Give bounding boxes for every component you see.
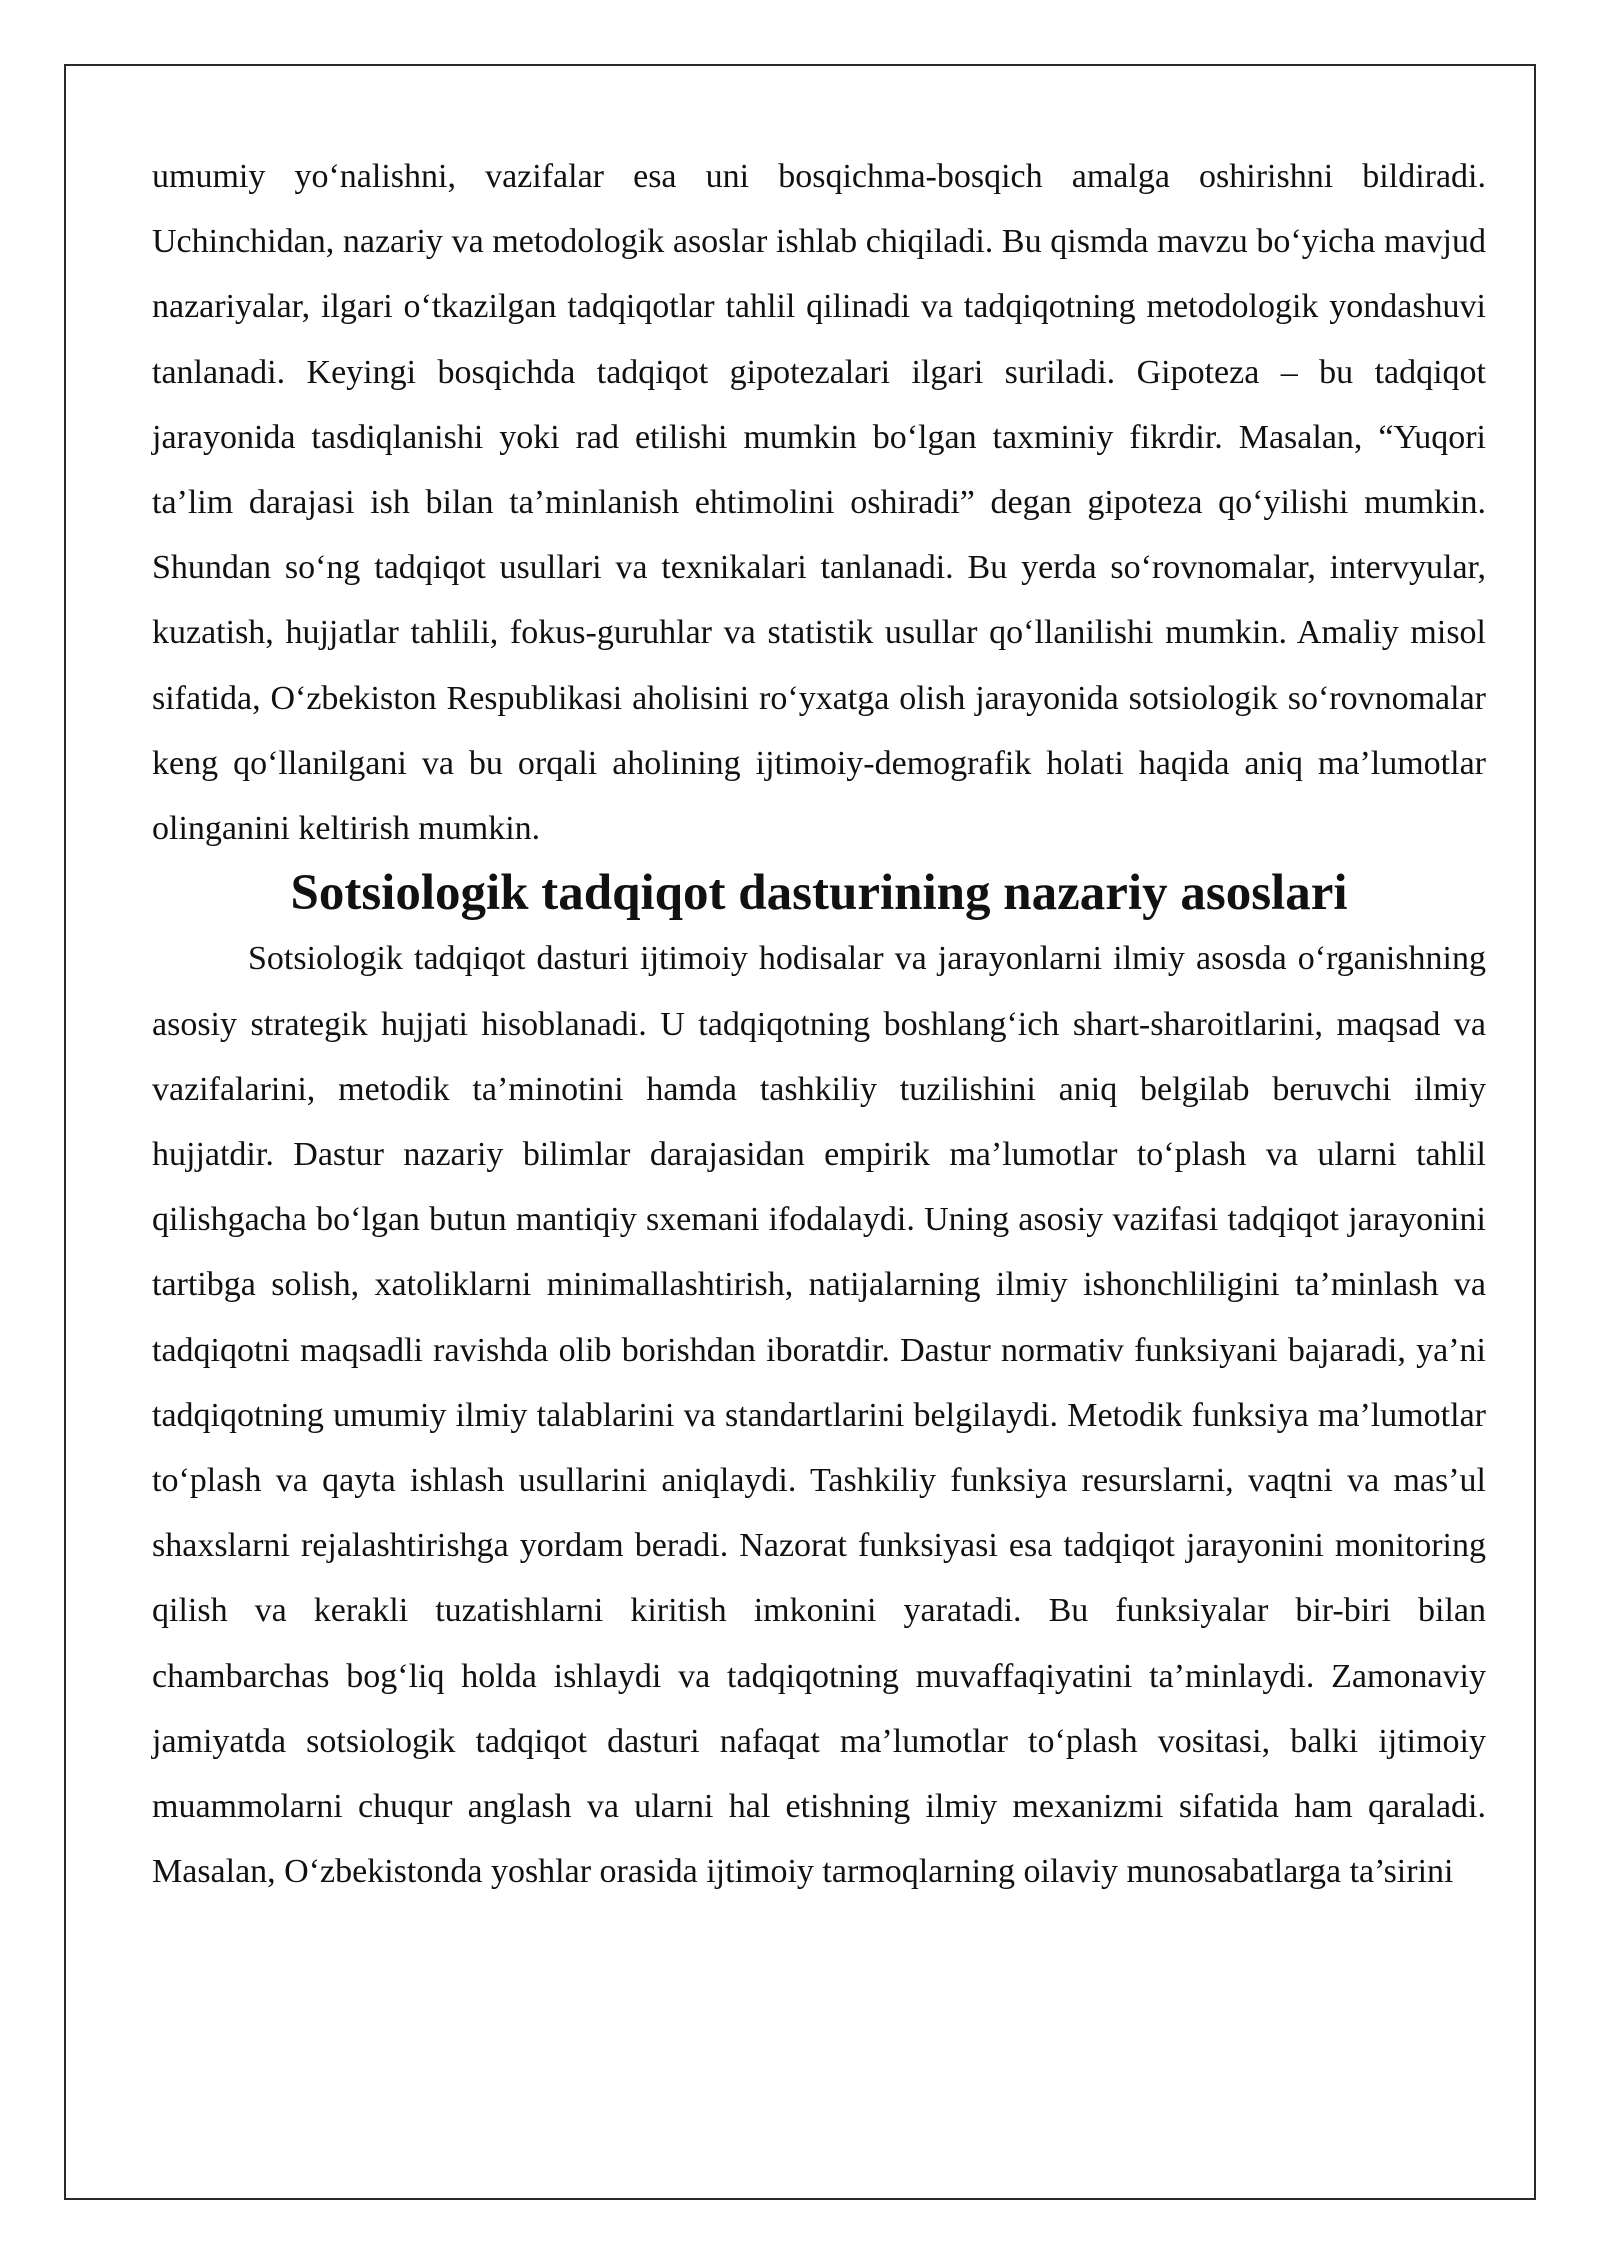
body-paragraph-1: umumiy yo‘nalishni, vazifalar esa uni bosqichma-bosqich amalga oshirishni bildiradi. Uchinchidan, nazariy va metodologik asoslar ishlab chiqiladi. Bu qismda mavzu bo‘yicha mavjud nazariyalar, ilgari o‘tkazilgan tadqiqotlar tahlil qilinadi va tadqiqotning metodologik yondashuvi tanlanadi. Keyingi bosqichda tadqiqot gipotezalari ilgari suriladi. Gipoteza – bu tadqiqot jarayonida tasdiqlanishi yoki rad etilishi mumkin bo‘lgan taxminiy fikrdir. Masalan, “Yuqori ta’lim darajasi ish bilan ta’minlanish ehtimolini oshiradi” degan gipoteza qo‘yilishi mumkin. Shundan so‘ng tadqiqot usullari va texnikalari tanlanadi. Bu yerda so‘rovnomalar, intervyular, kuzatish, hujjatlar tahlili, fokus-guruhlar va statistik usullar qo‘llanilishi mumkin. Amaliy misol sifatida, O‘zbekiston Respublikasi aholisini ro‘yxatga olish jarayonida sotsiologik so‘rovnomalar keng qo‘llanilgani va bu orqali aholining ijtimoiy-demografik holati haqida aniq ma’lumotlar olinganini keltirish mumkin. bbox=[152, 158, 1486, 848]
body-paragraph-2: Sotsiologik tadqiqot dasturi ijtimoiy hodisalar va jarayonlarni ilmiy asosda o‘rganishning asosiy strategik hujjati hisoblanadi. U tadqiqotning boshlang‘ich shart-sharoitlarini, maqsad va vazifalarini, metodik ta’minotini hamda tashkiliy tuzilishini aniq belgilab beruvchi ilmiy hujjatdir. Dastur nazariy bilimlar darajasidan empirik ma’lumotlar to‘plash va ularni tahlil qilishgacha bo‘lgan butun mantiqiy sxemani ifodalaydi. Uning asosiy vazifasi tadqiqot jarayonini tartibga solish, xatoliklarni minimallashtirish, natijalarning ilmiy ishonchliligini ta’minlash va tadqiqotni maqsadli ravishda olib borishdan iboratdir. Dastur normativ funksiyani bajaradi, ya’ni tadqiqotning umumiy ilmiy talablarini va standartlarini belgilaydi. Metodik funksiya ma’lumotlar to‘plash va qayta ishlash usullarini aniqlaydi. Tashkiliy funksiya resurslarni, vaqtni va mas’ul shaxslarni rejalashtirishga yordam beradi. Nazorat funksiyasi esa tadqiqot jarayonini monitoring qilish va kerakli tuzatishlarni kiritish imkonini yaratadi. Bu funksiyalar bir-biri bilan chambarchas bog‘liq holda ishlaydi va tadqiqotning muvaffaqiyatini ta’minlaydi. Zamonaviy jamiyatda sotsiologik tadqiqot dasturi nafaqat ma’lumotlar to‘plash vositasi, balki ijtimoiy muammolarni chuqur anglash va ularni hal etishning ilmiy mexanizmi sifatida ham qaraladi. Masalan, O‘zbekistonda yoshlar orasida ijtimoiy tarmoqlarning oilaviy munosabatlarga ta’sirini bbox=[152, 940, 1486, 1891]
section-heading: Sotsiologik tadqiqot dasturining nazariy asoslari bbox=[290, 865, 1348, 922]
document-body bbox=[152, 144, 1486, 1904]
